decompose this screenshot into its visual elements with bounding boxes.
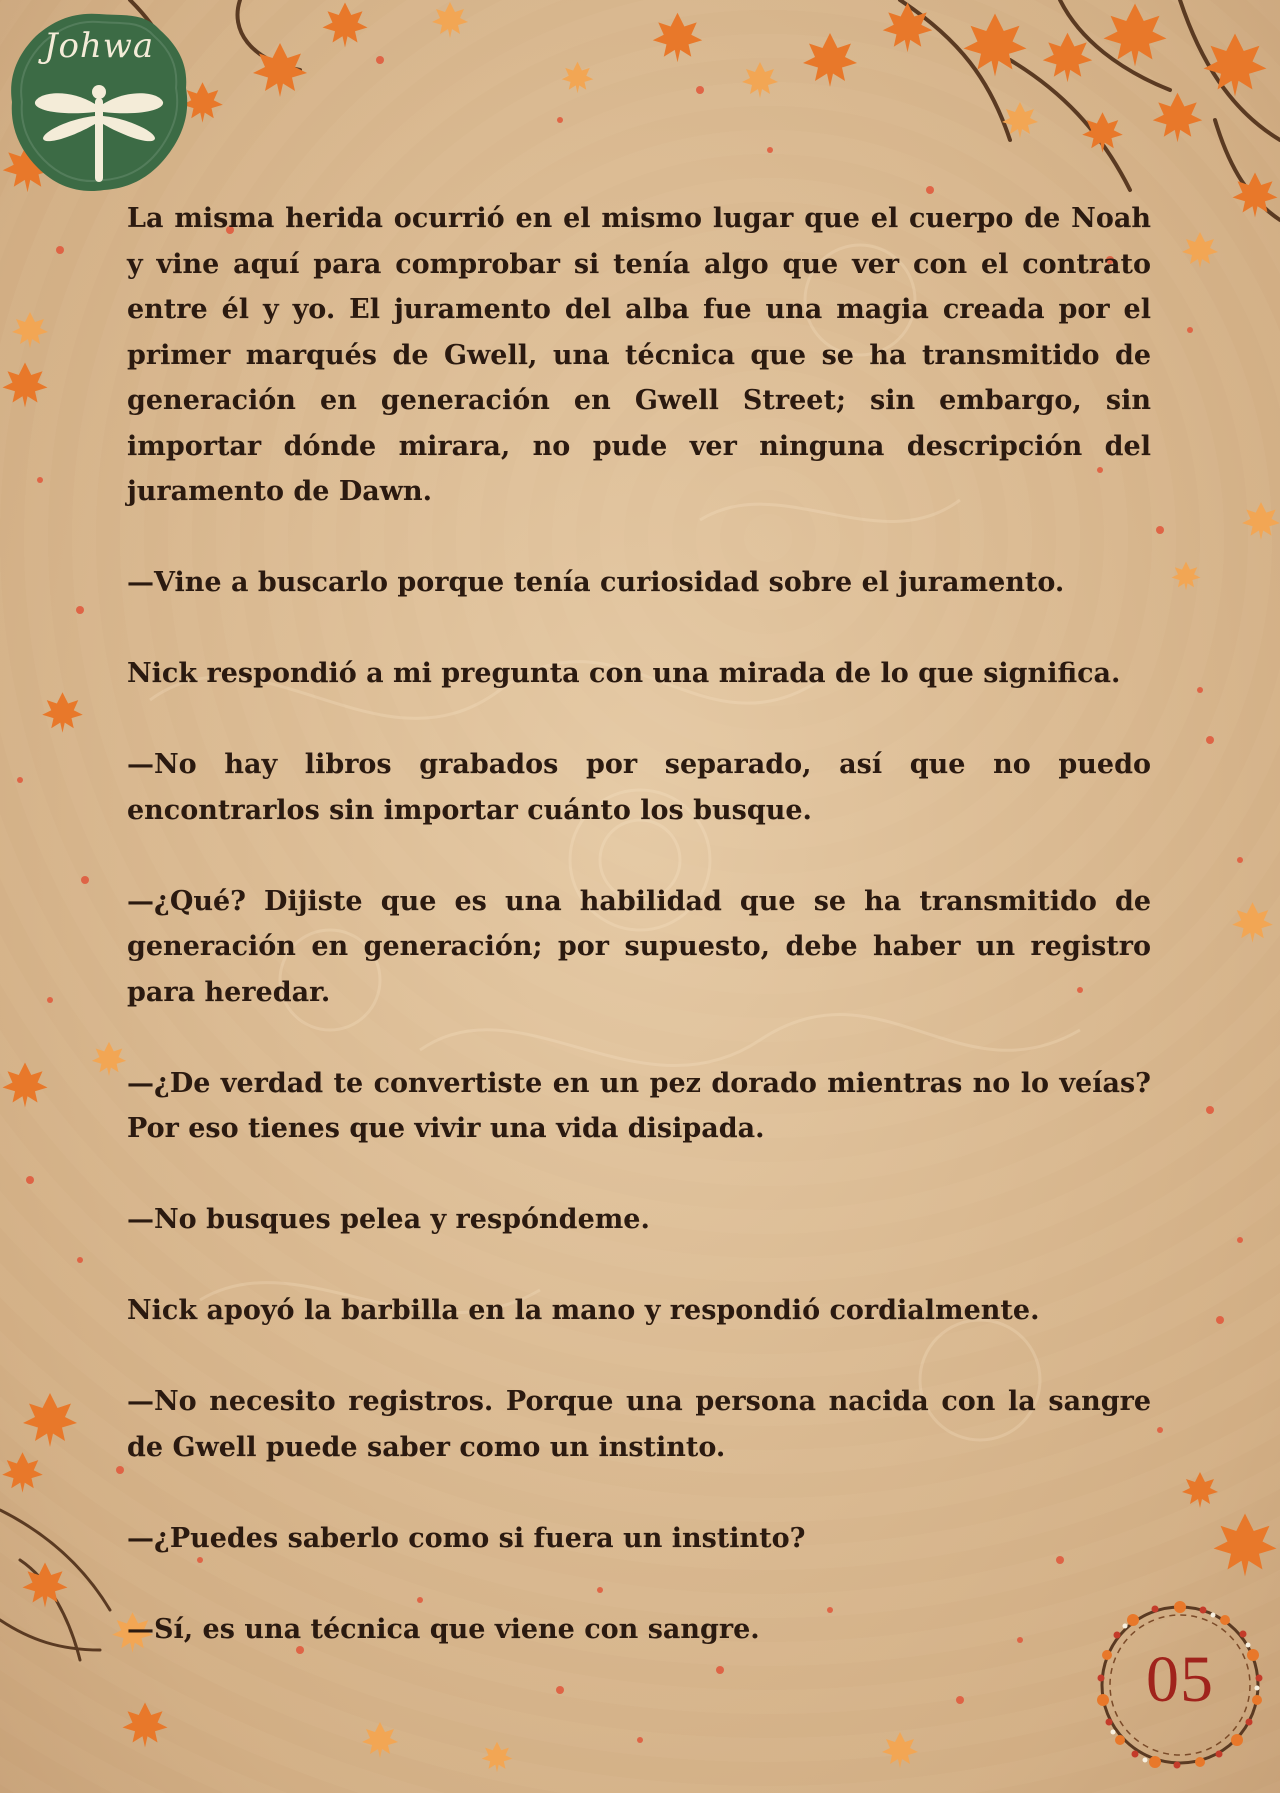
paragraph: —No necesito registros. Porque una persona nacida con la sangre de Gwell puede saber como un instinto.: [127, 1386, 1151, 1463]
page-number-badge: [1085, 1590, 1275, 1780]
paragraph: —No busques pelea y respóndeme.: [127, 1204, 650, 1235]
paragraph: Nick apoyó la barbilla en la mano y respondió cordialmente.: [127, 1295, 1040, 1326]
paragraph: La misma herida ocurrió en el mismo lugar que el cuerpo de Noah y vine aquí para comprobar si tenía algo que ver con el contrato entre él y yo. El juramento del alba fue una magia creada por el primer marqués de Gwell, una técnica que se ha transmitido de generación en generación en Gwell Street; sin embargo, sin importar dónde mirara, no pude ver ninguna descripción del juramento de Dawn.: [127, 203, 1151, 507]
paragraph: —¿De verdad te convertiste en un pez dorado mientras no lo veías? Por eso tienes que vivir una vida disipada.: [127, 1067, 1151, 1144]
story-text: [127, 196, 1151, 1652]
paragraph: —¿Puedes saberlo como si fuera un instinto?: [127, 1522, 806, 1554]
page-number: 05: [1146, 1643, 1214, 1716]
dragonfly-icon: [29, 78, 169, 188]
paragraph: Nick respondió a mi pregunta con una mirada de lo que significa.: [127, 658, 1121, 689]
paragraph: —Vine a buscarlo porque tenía curiosidad sobre el juramento.: [127, 567, 1065, 598]
paragraph: —¿Qué? Dijiste que es una habilidad que se ha transmitido de generación en generación; por supuesto, debe haber un registro para heredar.: [127, 885, 1151, 1008]
logo-badge: [4, 8, 194, 198]
paragraph: —No hay libros grabados por separado, así que no puedo encontrarlos sin importar cuánto los busque.: [127, 749, 1151, 826]
logo-text: Johwa: [43, 26, 155, 66]
paragraph: —Sí, es una técnica que viene con sangre.: [127, 1613, 760, 1645]
